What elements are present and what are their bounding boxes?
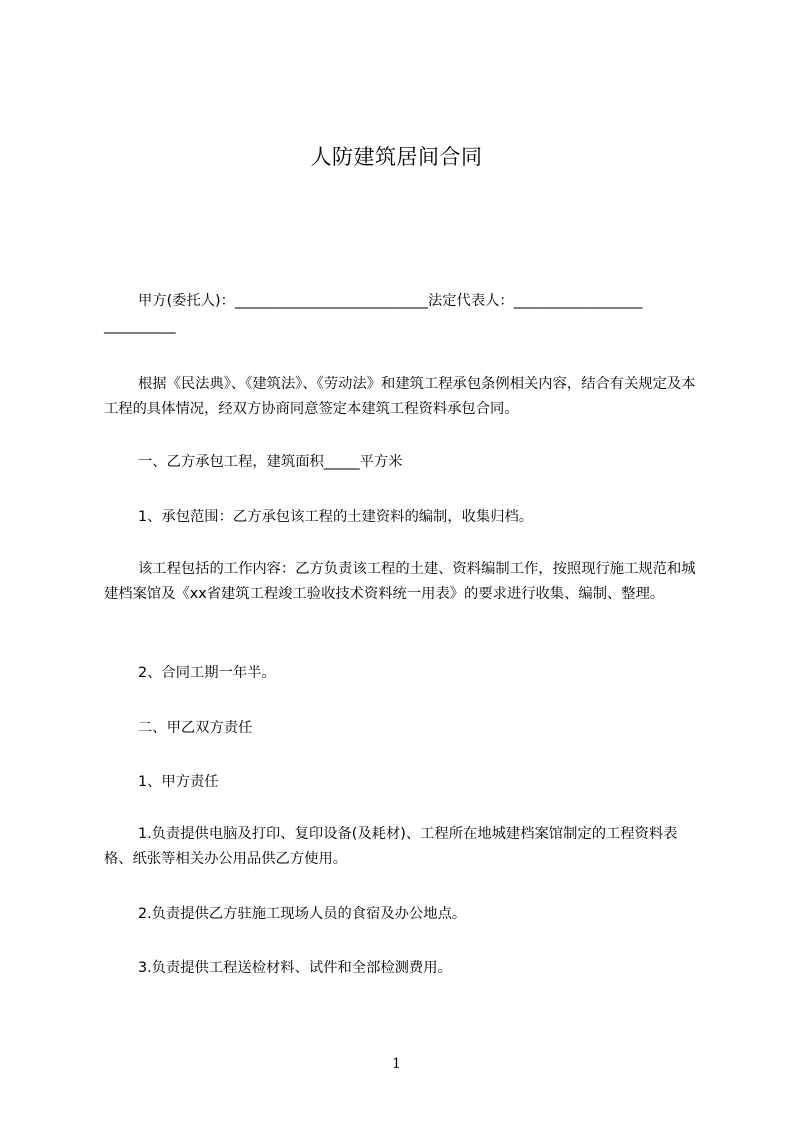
duty-1: 1.负责提供电脑及打印、复印设备(及耗材)、工程所在地城建档案馆制定的工程资料表格、纸张等相关办公用品供乙方使用。	[104, 826, 678, 867]
item-2-period: 2、合同工期一年半。	[138, 665, 276, 681]
item-1-scope: 1、承包范围：乙方承包该工程的土建资料的编制，收集归档。	[138, 509, 534, 525]
section-2-heading: 二、甲乙双方责任	[138, 720, 253, 736]
party-a-line: 甲方(委托人)：___________________________法定代表人：__________________ __________	[104, 293, 647, 334]
page-number: 1	[392, 1056, 401, 1072]
duty-3: 3.负责提供工程送检材料、试件和全部检测费用。	[138, 960, 452, 976]
duty-2: 2.负责提供乙方驻施工现场人员的食宿及办公地点。	[138, 906, 467, 922]
preamble-paragraph: 根据《民法典》、《建筑法》、《劳动法》和建筑工程承包条例相关内容，结合有关规定及本工程的具体情况，经双方协商同意签定本建筑工程资料承包合同。	[104, 376, 696, 417]
sub-1-heading: 1、甲方责任	[138, 774, 219, 790]
section-1-heading: 一、乙方承包工程，建筑面积_____平方米	[138, 454, 403, 470]
item-1-content: 该工程包括的工作内容：乙方负责该工程的土建、资料编制工作，按照现行施工规范和城建档案馆及《xx省建筑工程竣工验收技术资料统一用表》的要求进行收集、编制、整理。	[104, 561, 696, 602]
document-title: 人防建筑居间合同	[310, 145, 483, 169]
